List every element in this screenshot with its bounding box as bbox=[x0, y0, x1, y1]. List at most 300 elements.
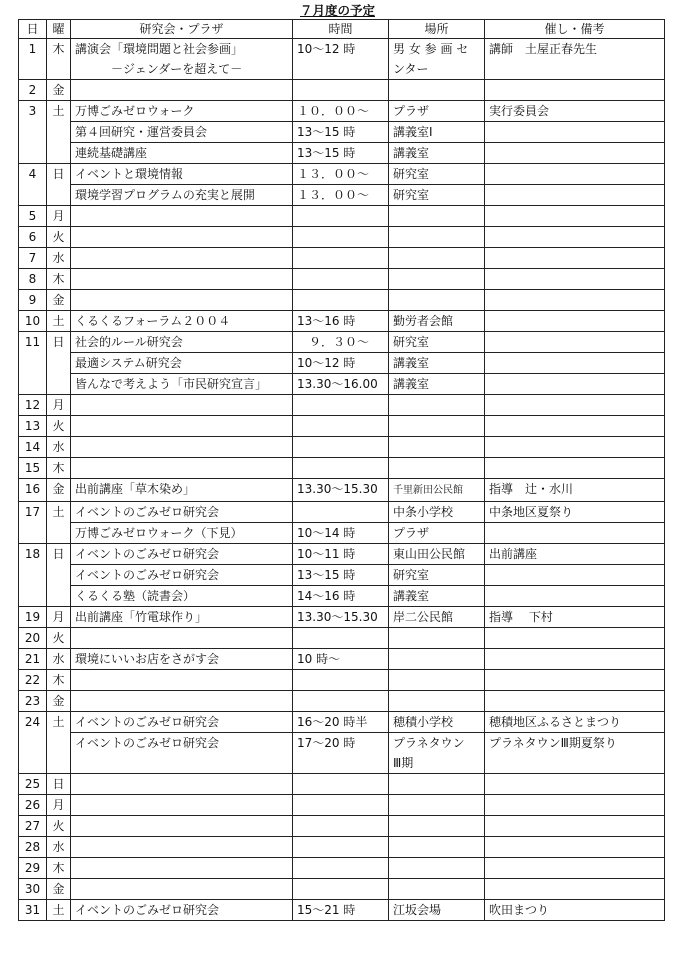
day-cell-text: 30 bbox=[24, 882, 41, 896]
day-cell-text: 5 bbox=[28, 209, 37, 223]
place-cell bbox=[389, 900, 485, 921]
time-cell bbox=[293, 586, 389, 607]
table-row bbox=[19, 395, 665, 416]
event-cell bbox=[71, 733, 293, 774]
day-cell bbox=[19, 332, 47, 353]
time-cell bbox=[293, 206, 389, 227]
weekday-cell bbox=[47, 774, 71, 795]
place-cell-text-line2: Ⅲ期 bbox=[393, 756, 414, 770]
weekday-cell-text: 月 bbox=[52, 209, 65, 223]
day-cell-text: 7 bbox=[28, 251, 37, 265]
note-cell bbox=[485, 816, 665, 837]
day-cell-text: 4 bbox=[28, 167, 37, 181]
weekday-cell bbox=[47, 691, 71, 712]
note-cell bbox=[485, 248, 665, 269]
note-cell-text: 中条地区夏祭り bbox=[489, 505, 574, 519]
event-cell bbox=[71, 122, 293, 143]
place-cell bbox=[389, 80, 485, 101]
event-cell bbox=[71, 607, 293, 628]
day-cell bbox=[19, 80, 47, 101]
table-row bbox=[19, 374, 665, 395]
place-cell-text: 講義室Ⅰ bbox=[393, 125, 433, 139]
place-cell bbox=[389, 164, 485, 185]
time-cell bbox=[293, 269, 389, 290]
time-cell bbox=[293, 795, 389, 816]
event-cell-text: イベントのごみゼロ研究会 bbox=[75, 505, 220, 519]
weekday-cell bbox=[47, 607, 71, 628]
weekday-cell bbox=[47, 900, 71, 921]
event-cell bbox=[71, 458, 293, 479]
place-cell bbox=[389, 311, 485, 332]
time-cell-text: 17～20 時 bbox=[297, 736, 356, 750]
note-cell-text: 出前講座 bbox=[489, 547, 538, 561]
note-cell bbox=[485, 733, 665, 774]
place-cell bbox=[389, 879, 485, 900]
event-cell bbox=[71, 80, 293, 101]
weekday-cell bbox=[47, 670, 71, 691]
weekday-cell bbox=[47, 502, 71, 523]
event-cell bbox=[71, 185, 293, 206]
day-cell bbox=[19, 458, 47, 479]
weekday-cell bbox=[47, 227, 71, 248]
note-cell bbox=[485, 479, 665, 502]
day-cell bbox=[19, 523, 47, 544]
event-cell bbox=[71, 502, 293, 523]
page-title-text: ７月度の予定 bbox=[299, 3, 375, 18]
place-cell-text: 研究室 bbox=[393, 167, 430, 181]
place-cell bbox=[389, 353, 485, 374]
time-cell bbox=[293, 122, 389, 143]
weekday-cell bbox=[47, 837, 71, 858]
time-cell bbox=[293, 879, 389, 900]
event-cell-text: 出前講座「草木染め」 bbox=[75, 482, 196, 496]
table-row bbox=[19, 900, 665, 921]
place-cell bbox=[389, 837, 485, 858]
day-cell bbox=[19, 101, 47, 122]
weekday-cell-text: 日 bbox=[52, 167, 65, 181]
time-cell bbox=[293, 290, 389, 311]
place-cell bbox=[389, 712, 485, 733]
time-cell bbox=[293, 523, 389, 544]
event-cell bbox=[71, 39, 293, 80]
day-cell-text: 9 bbox=[28, 293, 37, 307]
time-cell bbox=[293, 733, 389, 774]
note-cell-text: 実行委員会 bbox=[489, 104, 550, 118]
place-cell-text: 講義室 bbox=[393, 589, 430, 603]
note-cell-text: 穂積地区ふるさとまつり bbox=[489, 715, 622, 729]
weekday-cell-text: 水 bbox=[52, 251, 65, 265]
day-cell bbox=[19, 586, 47, 607]
event-cell bbox=[71, 879, 293, 900]
place-cell bbox=[389, 502, 485, 523]
day-cell-text: 25 bbox=[24, 777, 41, 791]
day-cell bbox=[19, 733, 47, 774]
table-row bbox=[19, 837, 665, 858]
day-cell-text: 8 bbox=[28, 272, 37, 286]
place-cell bbox=[389, 479, 485, 502]
note-cell bbox=[485, 353, 665, 374]
day-cell-text: 10 bbox=[24, 314, 41, 328]
event-cell-text: 講演会「環境問題と社会参画」 bbox=[75, 42, 244, 56]
weekday-cell bbox=[47, 544, 71, 565]
place-cell bbox=[389, 185, 485, 206]
event-cell bbox=[71, 164, 293, 185]
day-cell-text: 12 bbox=[24, 398, 41, 412]
note-cell bbox=[485, 586, 665, 607]
event-cell-text: 万博ごみゼロウォーク（下見） bbox=[75, 526, 243, 540]
day-cell bbox=[19, 164, 47, 185]
note-cell bbox=[485, 416, 665, 437]
table-row bbox=[19, 795, 665, 816]
time-cell bbox=[293, 39, 389, 80]
weekday-cell-text: 月 bbox=[52, 610, 65, 624]
day-cell-text: 14 bbox=[24, 440, 41, 454]
time-cell bbox=[293, 837, 389, 858]
weekday-cell-text: 日 bbox=[52, 335, 65, 349]
time-cell bbox=[293, 565, 389, 586]
day-cell bbox=[19, 479, 47, 502]
note-cell bbox=[485, 523, 665, 544]
time-cell bbox=[293, 502, 389, 523]
day-cell-text: 20 bbox=[24, 631, 41, 645]
time-cell-text: 13.30～15.30 bbox=[297, 610, 378, 624]
weekday-cell-text: 木 bbox=[52, 42, 65, 56]
note-cell bbox=[485, 311, 665, 332]
event-cell bbox=[71, 269, 293, 290]
note-cell bbox=[485, 712, 665, 733]
event-cell bbox=[71, 227, 293, 248]
place-cell bbox=[389, 290, 485, 311]
place-cell-text: 中条小学校 bbox=[393, 505, 454, 519]
time-cell-text: 10～12 時 bbox=[297, 356, 356, 370]
header-time: 時間 bbox=[293, 20, 389, 39]
place-cell-text: 講義室 bbox=[393, 356, 430, 370]
day-cell-text: 15 bbox=[24, 461, 41, 475]
table-header-row bbox=[19, 20, 665, 39]
event-cell bbox=[71, 586, 293, 607]
event-cell bbox=[71, 691, 293, 712]
place-cell bbox=[389, 607, 485, 628]
place-cell-text: プラザ bbox=[393, 104, 430, 118]
day-cell bbox=[19, 649, 47, 670]
time-cell bbox=[293, 416, 389, 437]
weekday-cell-text: 火 bbox=[52, 230, 65, 244]
time-cell bbox=[293, 101, 389, 122]
weekday-cell-text: 木 bbox=[52, 461, 65, 475]
note-cell bbox=[485, 774, 665, 795]
event-cell bbox=[71, 479, 293, 502]
weekday-cell bbox=[47, 416, 71, 437]
place-cell bbox=[389, 795, 485, 816]
place-cell-text: 男 女 参 画 セ bbox=[393, 42, 469, 56]
day-cell bbox=[19, 900, 47, 921]
event-cell-text-line2: －ジェンダーを超えて－ bbox=[75, 62, 243, 76]
time-cell bbox=[293, 311, 389, 332]
place-cell-text: プラネタウン bbox=[393, 736, 465, 750]
note-cell-text: 講師 土屋正春先生 bbox=[489, 42, 598, 56]
place-cell bbox=[389, 691, 485, 712]
place-cell bbox=[389, 269, 485, 290]
table-row bbox=[19, 437, 665, 458]
table-row bbox=[19, 458, 665, 479]
weekday-cell bbox=[47, 879, 71, 900]
weekday-cell bbox=[47, 185, 71, 206]
table-row bbox=[19, 164, 665, 185]
note-cell bbox=[485, 39, 665, 80]
event-cell-text: 連続基礎講座 bbox=[75, 146, 148, 160]
place-cell bbox=[389, 774, 485, 795]
table-row bbox=[19, 143, 665, 164]
day-cell-text: 31 bbox=[24, 903, 41, 917]
weekday-cell-text: 土 bbox=[52, 104, 65, 118]
table-row bbox=[19, 691, 665, 712]
event-cell bbox=[71, 774, 293, 795]
weekday-cell bbox=[47, 353, 71, 374]
place-cell bbox=[389, 39, 485, 80]
weekday-cell bbox=[47, 269, 71, 290]
place-cell bbox=[389, 628, 485, 649]
day-cell-text: 18 bbox=[24, 547, 41, 561]
event-cell bbox=[71, 565, 293, 586]
note-cell bbox=[485, 269, 665, 290]
event-cell bbox=[71, 437, 293, 458]
event-cell-text: イベントのごみゼロ研究会 bbox=[75, 903, 220, 917]
weekday-cell-text: 金 bbox=[52, 83, 65, 97]
note-cell bbox=[485, 649, 665, 670]
place-cell bbox=[389, 437, 485, 458]
note-cell bbox=[485, 900, 665, 921]
day-cell-text: 28 bbox=[24, 840, 41, 854]
table-row bbox=[19, 733, 665, 774]
day-cell bbox=[19, 879, 47, 900]
place-cell-text: 江坂会場 bbox=[393, 903, 442, 917]
day-cell-text: 11 bbox=[24, 335, 41, 349]
place-cell bbox=[389, 670, 485, 691]
table-row bbox=[19, 858, 665, 879]
day-cell bbox=[19, 628, 47, 649]
weekday-cell bbox=[47, 206, 71, 227]
place-cell bbox=[389, 523, 485, 544]
weekday-cell bbox=[47, 311, 71, 332]
event-cell-text: 環境にいいお店をさがす会 bbox=[75, 652, 220, 666]
header-event: 研究会・プラザ bbox=[71, 20, 293, 39]
day-cell-text: 3 bbox=[28, 104, 37, 118]
event-cell bbox=[71, 837, 293, 858]
day-cell bbox=[19, 544, 47, 565]
event-cell bbox=[71, 143, 293, 164]
event-cell-text: イベントのごみゼロ研究会 bbox=[75, 547, 220, 561]
weekday-cell bbox=[47, 649, 71, 670]
table-row bbox=[19, 670, 665, 691]
day-cell bbox=[19, 39, 47, 80]
place-cell-text: 講義室 bbox=[393, 377, 430, 391]
table-row bbox=[19, 353, 665, 374]
time-cell bbox=[293, 670, 389, 691]
weekday-cell bbox=[47, 733, 71, 774]
weekday-cell-text: 土 bbox=[52, 903, 65, 917]
time-cell-text: 13～15 時 bbox=[297, 125, 356, 139]
day-cell-text: 16 bbox=[24, 482, 41, 496]
header-dow: 曜 bbox=[47, 20, 71, 39]
place-cell bbox=[389, 544, 485, 565]
time-cell bbox=[293, 458, 389, 479]
weekday-cell-text: 日 bbox=[52, 547, 65, 561]
day-cell-text: 1 bbox=[28, 42, 37, 56]
table-row bbox=[19, 39, 665, 80]
note-cell-text: 指導 辻・水川 bbox=[489, 482, 574, 496]
weekday-cell bbox=[47, 332, 71, 353]
weekday-cell bbox=[47, 712, 71, 733]
day-cell-text: 27 bbox=[24, 819, 41, 833]
table-row bbox=[19, 290, 665, 311]
place-cell bbox=[389, 374, 485, 395]
weekday-cell bbox=[47, 290, 71, 311]
time-cell-text: １０．００～ bbox=[297, 104, 370, 118]
table-row bbox=[19, 523, 665, 544]
place-cell-text: 研究室 bbox=[393, 568, 430, 582]
weekday-cell bbox=[47, 523, 71, 544]
time-cell-text: 13～16 時 bbox=[297, 314, 356, 328]
table-row bbox=[19, 122, 665, 143]
time-cell bbox=[293, 607, 389, 628]
table-row bbox=[19, 879, 665, 900]
place-cell-text: 講義室 bbox=[393, 146, 430, 160]
time-cell-text: 10～14 時 bbox=[297, 526, 356, 540]
note-cell bbox=[485, 607, 665, 628]
place-cell-text: 千里新田公民館 bbox=[393, 485, 463, 496]
time-cell bbox=[293, 816, 389, 837]
day-cell bbox=[19, 691, 47, 712]
place-cell bbox=[389, 416, 485, 437]
day-cell-text: 13 bbox=[24, 419, 41, 433]
place-cell bbox=[389, 248, 485, 269]
weekday-cell-text: 火 bbox=[52, 631, 65, 645]
table-row bbox=[19, 206, 665, 227]
note-cell-text: 吹田まつり bbox=[489, 903, 550, 917]
time-cell-text: １３．００～ bbox=[297, 188, 370, 202]
time-cell bbox=[293, 185, 389, 206]
weekday-cell bbox=[47, 458, 71, 479]
weekday-cell bbox=[47, 795, 71, 816]
place-cell-text: プラザ bbox=[393, 526, 430, 540]
place-cell-text: 勤労者会館 bbox=[393, 314, 454, 328]
time-cell bbox=[293, 374, 389, 395]
place-cell bbox=[389, 458, 485, 479]
event-cell bbox=[71, 290, 293, 311]
weekday-cell-text: 月 bbox=[52, 398, 65, 412]
time-cell bbox=[293, 544, 389, 565]
day-cell-text: 19 bbox=[24, 610, 41, 624]
note-cell bbox=[485, 628, 665, 649]
event-cell bbox=[71, 206, 293, 227]
weekday-cell bbox=[47, 122, 71, 143]
time-cell bbox=[293, 691, 389, 712]
note-cell bbox=[485, 80, 665, 101]
time-cell bbox=[293, 649, 389, 670]
weekday-cell-text: 金 bbox=[52, 293, 65, 307]
time-cell bbox=[293, 80, 389, 101]
event-cell bbox=[71, 374, 293, 395]
day-cell-text: 23 bbox=[24, 694, 41, 708]
time-cell bbox=[293, 712, 389, 733]
day-cell-text: 21 bbox=[24, 652, 41, 666]
day-cell bbox=[19, 416, 47, 437]
weekday-cell bbox=[47, 374, 71, 395]
note-cell bbox=[485, 101, 665, 122]
table-row bbox=[19, 248, 665, 269]
weekday-cell-text: 火 bbox=[52, 419, 65, 433]
note-cell bbox=[485, 565, 665, 586]
table-row bbox=[19, 311, 665, 332]
place-cell bbox=[389, 565, 485, 586]
note-cell bbox=[485, 185, 665, 206]
time-cell-text: 10 時～ bbox=[297, 652, 341, 666]
note-cell bbox=[485, 290, 665, 311]
weekday-cell bbox=[47, 858, 71, 879]
table-row bbox=[19, 269, 665, 290]
note-cell bbox=[485, 227, 665, 248]
time-cell bbox=[293, 353, 389, 374]
event-cell bbox=[71, 628, 293, 649]
day-cell bbox=[19, 143, 47, 164]
note-cell bbox=[485, 795, 665, 816]
time-cell-text: 10～11 時 bbox=[297, 547, 356, 561]
day-cell bbox=[19, 502, 47, 523]
day-cell bbox=[19, 374, 47, 395]
day-cell bbox=[19, 227, 47, 248]
weekday-cell-text: 土 bbox=[52, 715, 65, 729]
day-cell bbox=[19, 185, 47, 206]
day-cell bbox=[19, 565, 47, 586]
place-cell-text: 研究室 bbox=[393, 335, 430, 349]
day-cell bbox=[19, 269, 47, 290]
place-cell-text: 東山田公民館 bbox=[393, 547, 466, 561]
day-cell bbox=[19, 122, 47, 143]
page-title bbox=[0, 1, 675, 19]
table-row bbox=[19, 586, 665, 607]
weekday-cell-text: 水 bbox=[52, 440, 65, 454]
table-row bbox=[19, 565, 665, 586]
table-row bbox=[19, 80, 665, 101]
day-cell bbox=[19, 774, 47, 795]
time-cell bbox=[293, 437, 389, 458]
event-cell bbox=[71, 712, 293, 733]
time-cell bbox=[293, 227, 389, 248]
header-place: 場所 bbox=[389, 20, 485, 39]
place-cell-text-line2: ンター bbox=[393, 62, 429, 76]
day-cell bbox=[19, 290, 47, 311]
event-cell-text: 社会的ルール研究会 bbox=[75, 335, 183, 349]
place-cell-text: 研究室 bbox=[393, 188, 430, 202]
note-cell bbox=[485, 437, 665, 458]
day-cell bbox=[19, 311, 47, 332]
note-cell bbox=[485, 395, 665, 416]
note-cell bbox=[485, 458, 665, 479]
time-cell bbox=[293, 164, 389, 185]
event-cell-text: 出前講座「竹電球作り」 bbox=[75, 610, 208, 624]
place-cell bbox=[389, 101, 485, 122]
place-cell bbox=[389, 733, 485, 774]
note-cell bbox=[485, 837, 665, 858]
event-cell-text: くるくるフォーラム２００４ bbox=[75, 314, 231, 328]
event-cell bbox=[71, 649, 293, 670]
time-cell bbox=[293, 143, 389, 164]
schedule-body bbox=[19, 39, 665, 921]
event-cell-text: 皆んなで考えよう「市民研究宣言」 bbox=[75, 377, 268, 391]
place-cell bbox=[389, 227, 485, 248]
time-cell-text: 10～12 時 bbox=[297, 42, 356, 56]
day-cell bbox=[19, 395, 47, 416]
